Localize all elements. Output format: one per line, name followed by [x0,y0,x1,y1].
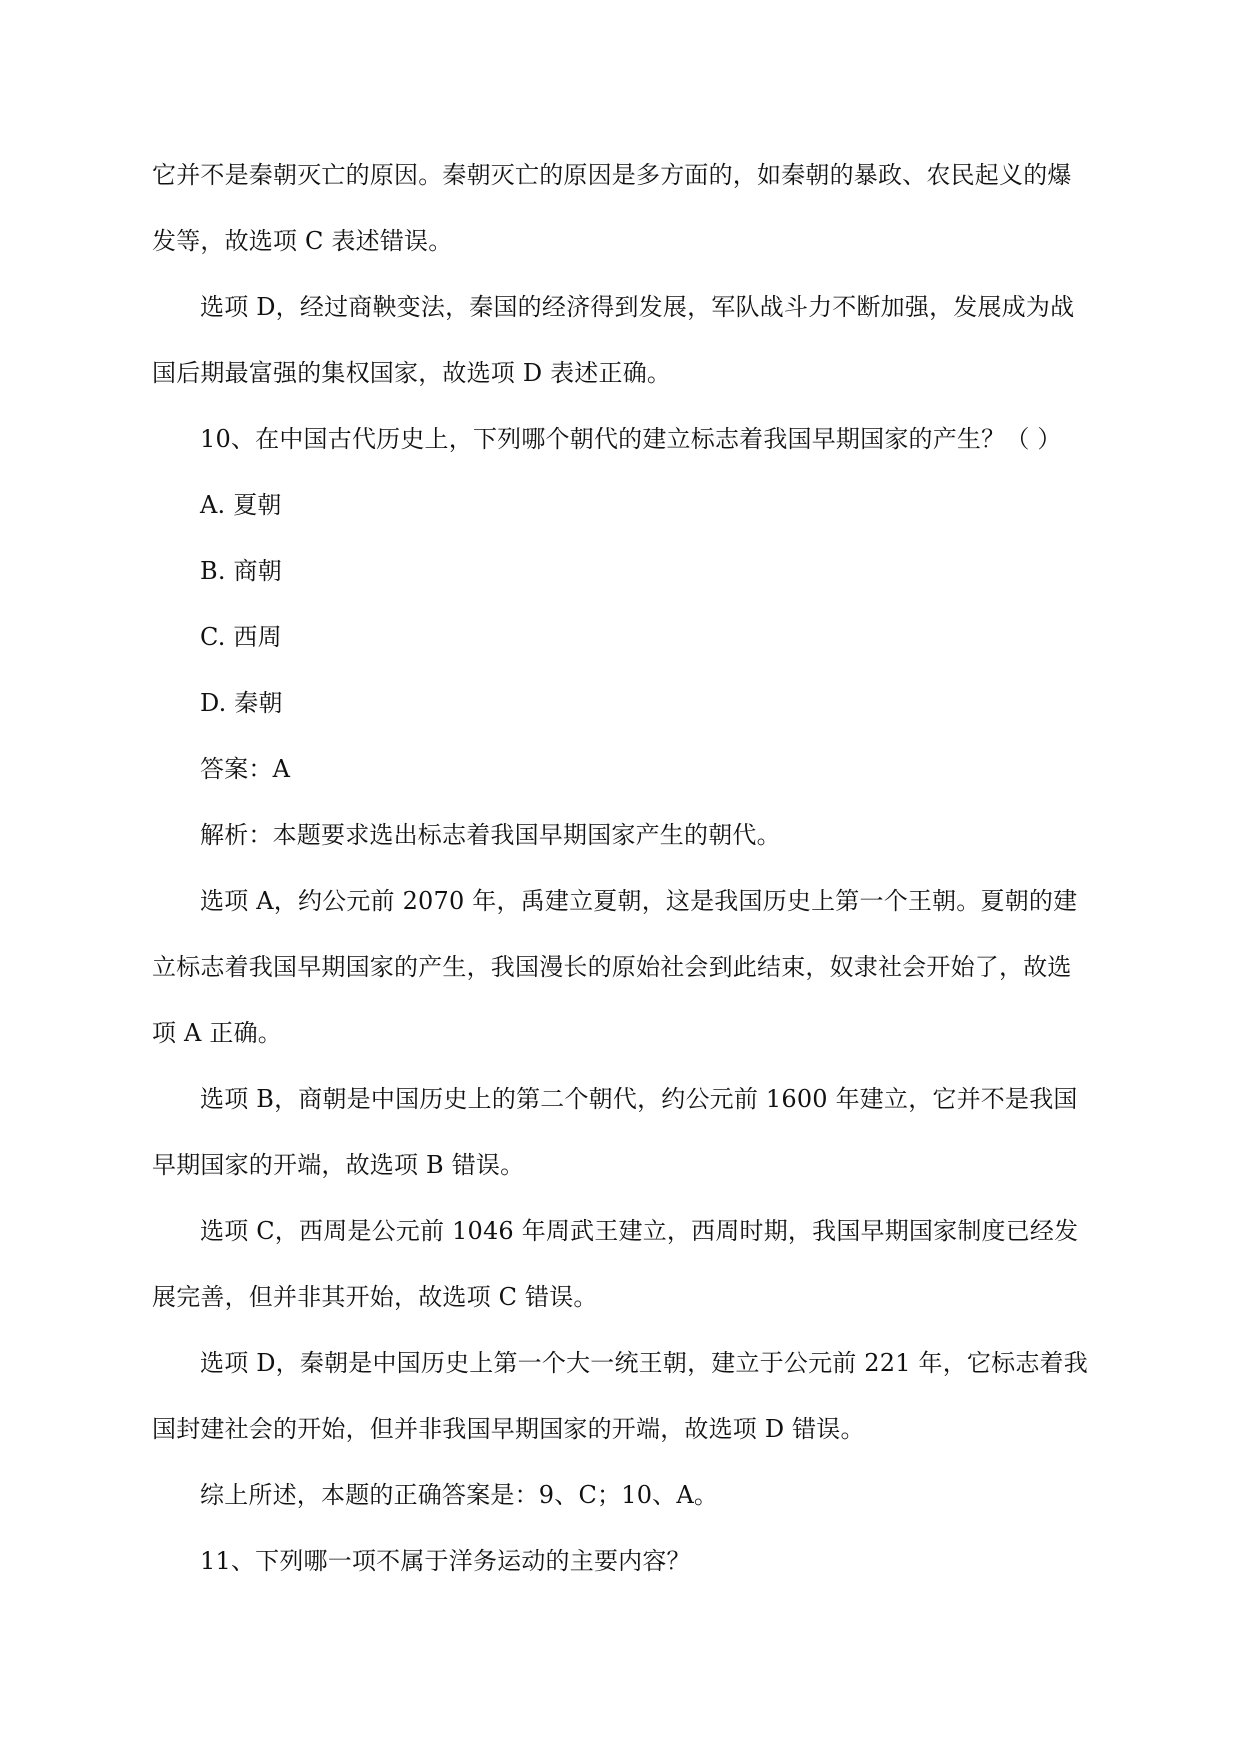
question-10-option-b: B. 商朝 [200,557,282,585]
analysis-line-a3: 项 A 正确。 [152,1019,282,1047]
document-body [152,142,1098,1594]
analysis-line-a1: 选项 A，约公元前 2070 年，禹建立夏朝，这是我国历史上第一个王朝。夏朝的建 [200,887,1078,915]
analysis-line-d2: 国封建社会的开始，但并非我国早期国家的开端，故选项 D 错误。 [152,1415,865,1443]
summary-line: 综上所述，本题的正确答案是：9、C；10、A。 [200,1481,719,1509]
analysis-line-d1: 选项 D，秦朝是中国历史上第一个大一统王朝，建立于公元前 221 年，它标志着我 [200,1349,1088,1377]
question-10-option-d: D. 秦朝 [200,689,283,717]
analysis-line-a2: 立标志着我国早期国家的产生，我国漫长的原始社会到此结束，奴隶社会开始了，故选 [152,953,1072,981]
body-line-3: 选项 D，经过商鞅变法，秦国的经济得到发展，军队战斗力不断加强，发展成为战 [200,293,1075,321]
question-10-option-a: A. 夏朝 [200,491,282,519]
question-10-option-c: C. 西周 [200,623,282,651]
analysis-line-b2: 早期国家的开端，故选项 B 错误。 [152,1151,525,1179]
question-10-stem: 10、在中国古代历史上，下列哪个朝代的建立标志着我国早期国家的产生？（ ） [200,425,1062,453]
body-line-1: 它并不是秦朝灭亡的原因。秦朝灭亡的原因是多方面的，如秦朝的暴政、农民起义的爆 [152,161,1072,189]
analysis-line-c2: 展完善，但并非其开始，故选项 C 错误。 [152,1283,598,1311]
question-10-answer: 答案：A [200,755,291,783]
analysis-line-b1: 选项 B，商朝是中国历史上的第二个朝代，约公元前 1600 年建立，它并不是我国 [200,1085,1078,1113]
analysis-line-c1: 选项 C，西周是公元前 1046 年周武王建立，西周时期，我国早期国家制度已经发 [200,1217,1079,1245]
question-11-stem: 11、下列哪一项不属于洋务运动的主要内容？ [200,1547,691,1575]
body-line-4: 国后期最富强的集权国家，故选项 D 表述正确。 [152,359,672,387]
body-line-2: 发等，故选项 C 表述错误。 [152,227,453,255]
question-10-analysis: 解析：本题要求选出标志着我国早期国家产生的朝代。 [200,821,781,849]
